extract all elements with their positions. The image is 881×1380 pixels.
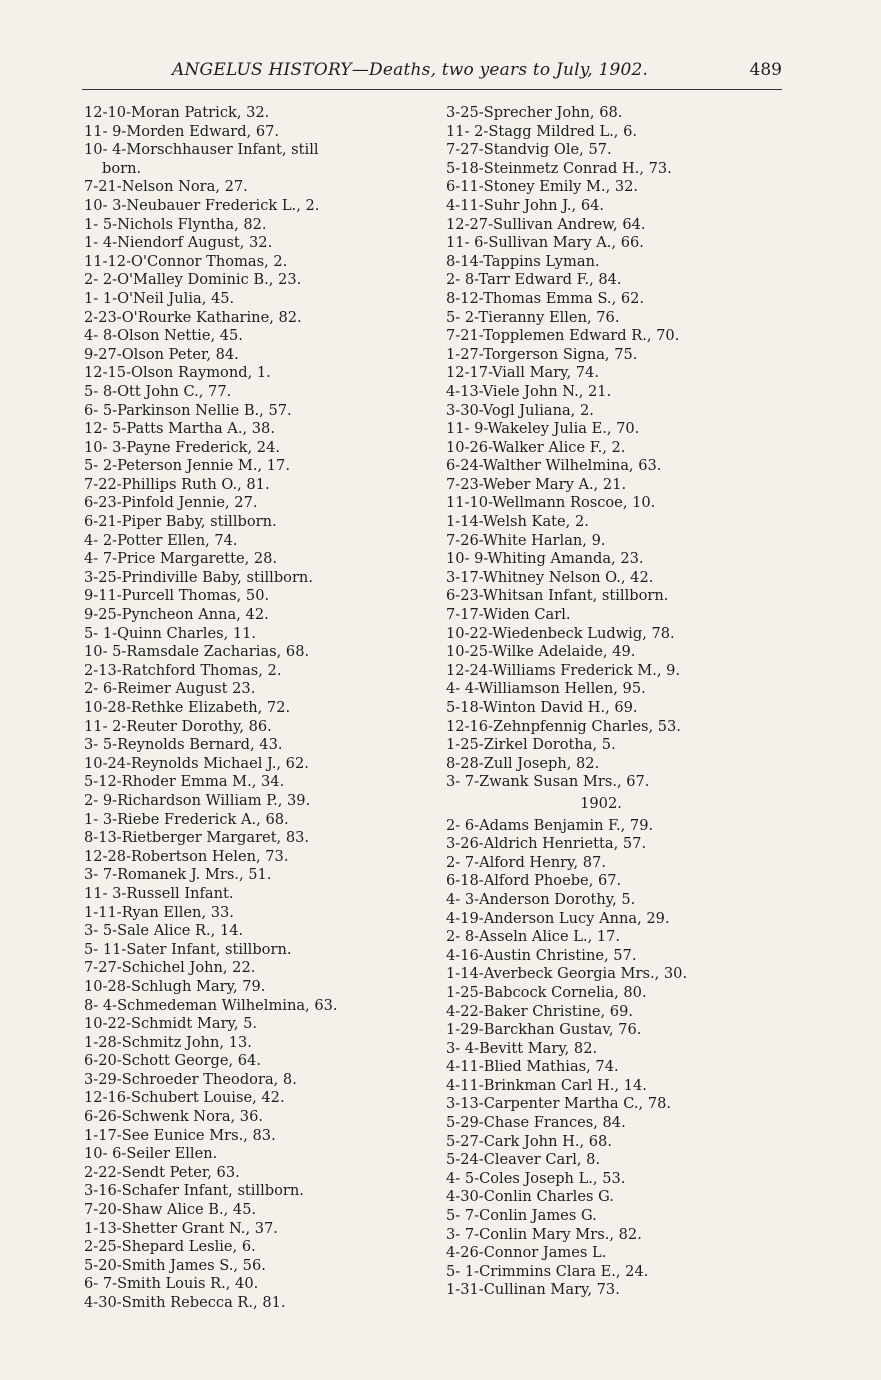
death-entry: 7-20-Shaw Alice B., 45. — [84, 1201, 257, 1219]
death-entry: 7-21-Topplemen Edward R., 70. — [446, 327, 680, 345]
death-entry: 2- 8-Tarr Edward F., 84. — [446, 271, 622, 289]
death-entry: 4-13-Viele John N., 21. — [446, 382, 612, 400]
death-entry: 8-14-Tappins Lyman. — [446, 252, 600, 270]
death-entry: 10-25-Wilke Adelaide, 49. — [446, 643, 636, 661]
death-entry: born. — [102, 159, 142, 177]
death-entry: 5-24-Cleaver Carl, 8. — [446, 1151, 601, 1169]
death-entry: 6-23-Whitsan Infant, stillborn. — [446, 587, 669, 605]
death-entry: 8-13-Rietberger Margaret, 83. — [84, 829, 310, 847]
death-entry: 12-24-Williams Frederick M., 9. — [446, 661, 681, 679]
death-entry: 4- 8-Olson Nettie, 45. — [84, 327, 243, 345]
death-entry: 3- 5-Reynolds Bernard, 43. — [84, 736, 283, 754]
death-entry: 1-25-Zirkel Dorotha, 5. — [446, 736, 616, 754]
death-entry: 2- 7-Alford Henry, 87. — [446, 853, 606, 871]
death-entry: 3- 5-Sale Alice R., 14. — [84, 922, 244, 940]
death-entry: 5- 7-Conlin James G. — [446, 1207, 597, 1225]
death-entry: 1-25-Babcock Cornelia, 80. — [446, 983, 647, 1001]
death-entry: 5- 1-Quinn Charles, 11. — [84, 624, 257, 642]
death-entry: 1- 5-Nichols Flyntha, 82. — [84, 215, 267, 233]
death-entry: 7-21-Nelson Nora, 27. — [84, 178, 248, 196]
death-entry: 2- 6-Reimer August 23. — [84, 680, 256, 698]
death-entry: 10-26-Walker Alice F., 2. — [446, 438, 626, 456]
death-entry: 6-18-Alford Phoebe, 67. — [446, 872, 622, 890]
page-number: 489 — [749, 60, 782, 80]
death-entry: 5- 1-Crimmins Clara E., 24. — [446, 1262, 649, 1280]
death-entry: 1-13-Shetter Grant N., 37. — [84, 1219, 278, 1237]
death-entry: 4-30-Smith Rebecca R., 81. — [84, 1294, 286, 1311]
death-entry: 6-23-Pinfold Jennie, 27. — [84, 494, 258, 512]
death-entry: 8- 4-Schmedeman Wilhelmina, 63. — [84, 996, 338, 1014]
death-entry: 5- 2-Tieranny Ellen, 76. — [446, 308, 620, 326]
death-entry: 3-26-Aldrich Henrietta, 57. — [446, 835, 647, 853]
death-entry: 12-16-Schubert Louise, 42. — [84, 1089, 285, 1107]
header-rule — [82, 89, 782, 90]
death-entry: 12-28-Robertson Helen, 73. — [84, 847, 289, 865]
death-entry: 4- 4-Williamson Hellen, 95. — [446, 680, 646, 698]
death-entry: 4-11-Blied Mathias, 74. — [446, 1058, 619, 1076]
death-entry: 7-17-Widen Carl. — [446, 606, 571, 624]
death-entry: 9-25-Pyncheon Anna, 42. — [84, 606, 269, 624]
death-entry: 10- 4-Morschhauser Infant, still — [84, 141, 319, 159]
running-header — [80, 56, 784, 86]
death-entry: 4-26-Connor James L. — [446, 1244, 607, 1262]
death-entry: 5-12-Rhoder Emma M., 34. — [84, 773, 285, 791]
death-entry: 5-18-Steinmetz Conrad H., 73. — [446, 159, 672, 177]
year-heading: 1902. — [580, 794, 622, 812]
death-entry: 5-20-Smith James S., 56. — [84, 1256, 266, 1274]
death-entry: 1-31-Cullinan Mary, 73. — [446, 1281, 620, 1299]
death-entry: 1-14-Averbeck Georgia Mrs., 30. — [446, 965, 688, 983]
death-entry: 3- 7-Romanek J. Mrs., 51. — [84, 866, 272, 884]
death-entry: 2- 2-O'Malley Dominic B., 23. — [84, 271, 302, 289]
death-entry: 2- 9-Richardson William P., 39. — [84, 791, 311, 809]
death-entry: 4-30-Conlin Charles G. — [446, 1188, 614, 1206]
death-entry: 3-25-Prindiville Baby, stillborn. — [84, 568, 313, 586]
death-entry: 4- 2-Potter Ellen, 74. — [84, 531, 238, 549]
death-entry: 3- 7-Conlin Mary Mrs., 82. — [446, 1225, 642, 1243]
death-entry: 11- 2-Stagg Mildred L., 6. — [446, 122, 637, 140]
death-entry: 7-23-Weber Mary A., 21. — [446, 475, 627, 493]
death-entry: 5- 8-Ott John C., 77. — [84, 382, 232, 400]
death-entry: 11- 3-Russell Infant. — [84, 884, 234, 902]
death-entry: 3- 4-Bevitt Mary, 82. — [446, 1039, 598, 1057]
death-entry: 4-22-Baker Christine, 69. — [446, 1002, 633, 1020]
death-entry: 9-27-Olson Peter, 84. — [84, 345, 239, 363]
death-entry: 7-22-Phillips Ruth O., 81. — [84, 475, 270, 493]
death-entry: 2- 6-Adams Benjamin F., 79. — [446, 816, 654, 834]
death-entry: 3-16-Schafer Infant, stillborn. — [84, 1182, 304, 1200]
death-entry: 8-28-Zull Joseph, 82. — [446, 754, 600, 772]
death-entry: 3-17-Whitney Nelson O., 42. — [446, 568, 654, 586]
death-entry: 10- 6-Seiler Ellen. — [84, 1145, 218, 1163]
death-entry: 6-20-Schott George, 64. — [84, 1052, 261, 1070]
death-entry: 1-27-Torgerson Signa, 75. — [446, 345, 638, 363]
death-entry: 11- 9-Wakeley Julia E., 70. — [446, 420, 640, 438]
death-entry: 12- 5-Patts Martha A., 38. — [84, 420, 275, 438]
death-entry: 3-30-Vogl Juliana, 2. — [446, 401, 594, 419]
death-entry: 5- 11-Sater Infant, stillborn. — [84, 940, 292, 958]
death-entry: 2-13-Ratchford Thomas, 2. — [84, 661, 282, 679]
death-entry: 3- 7-Zwank Susan Mrs., 67. — [446, 773, 650, 791]
death-entry: 11- 2-Reuter Dorothy, 86. — [84, 717, 272, 735]
death-entry: 11-12-O'Connor Thomas, 2. — [84, 252, 288, 270]
death-entry: 3-25-Sprecher John, 68. — [446, 104, 623, 121]
death-entry: 10- 9-Whiting Amanda, 23. — [446, 550, 644, 568]
left-column — [84, 104, 444, 1313]
death-entry: 12-17-Viall Mary, 74. — [446, 364, 599, 382]
death-entry: 2-22-Sendt Peter, 63. — [84, 1163, 240, 1181]
death-entry: 2-23-O'Rourke Katharine, 82. — [84, 308, 302, 326]
death-entry: 12-15-Olson Raymond, 1. — [84, 364, 271, 382]
death-entry: 3-29-Schroeder Theodora, 8. — [84, 1070, 297, 1088]
death-entry: 12-10-Moran Patrick, 32. — [84, 104, 270, 121]
death-entry: 4-11-Brinkman Carl H., 14. — [446, 1076, 647, 1094]
death-entry: 4-16-Austin Christine, 57. — [446, 946, 637, 964]
death-entry: 11-10-Wellmann Roscoe, 10. — [446, 494, 656, 512]
death-entry: 4-11-Suhr John J., 64. — [446, 196, 605, 214]
death-entry: 11- 9-Morden Edward, 67. — [84, 122, 280, 140]
death-entry: 1- 4-Niendorf August, 32. — [84, 234, 273, 252]
death-entry: 6-26-Schwenk Nora, 36. — [84, 1108, 264, 1126]
death-entry: 1-29-Barckhan Gustav, 76. — [446, 1021, 642, 1039]
death-entry: 1-17-See Eunice Mrs., 83. — [84, 1126, 276, 1144]
death-entry: 4-19-Anderson Lucy Anna, 29. — [446, 909, 670, 927]
death-entry: 6-24-Walther Wilhelmina, 63. — [446, 457, 662, 475]
death-entry: 4- 3-Anderson Dorothy, 5. — [446, 890, 636, 908]
right-column-1902-entries — [446, 817, 776, 1300]
death-entry: 10-28-Schlugh Mary, 79. — [84, 977, 266, 995]
death-entry: 1-11-Ryan Ellen, 33. — [84, 903, 234, 921]
death-entry: 12-27-Sullivan Andrew, 64. — [446, 215, 646, 233]
right-column-1901-entries — [446, 104, 776, 792]
death-entry: 9-11-Purcell Thomas, 50. — [84, 587, 270, 605]
death-entry: 10-22-Wiedenbeck Ludwig, 78. — [446, 624, 675, 642]
death-entry: 11- 6-Sullivan Mary A., 66. — [446, 234, 644, 252]
death-entry: 2-25-Shepard Leslie, 6. — [84, 1238, 256, 1256]
death-entry: 7-27-Standvig Ole, 57. — [446, 141, 612, 159]
death-entry: 1-14-Welsh Kate, 2. — [446, 513, 589, 531]
death-entry: 12-16-Zehnpfennig Charles, 53. — [446, 717, 681, 735]
death-entry: 10-22-Schmidt Mary, 5. — [84, 1015, 258, 1033]
death-entry: 1- 3-Riebe Frederick A., 68. — [84, 810, 289, 828]
death-entry: 3-13-Carpenter Martha C., 78. — [446, 1095, 672, 1113]
death-entry: 2- 8-Asseln Alice L., 17. — [446, 928, 621, 946]
right-column — [446, 104, 776, 1300]
death-entry: 5- 2-Peterson Jennie M., 17. — [84, 457, 290, 475]
death-entry: 10- 3-Payne Frederick, 24. — [84, 438, 281, 456]
death-entry: 10-28-Rethke Elizabeth, 72. — [84, 699, 291, 716]
death-entry: 8-12-Thomas Emma S., 62. — [446, 289, 645, 307]
page-title: ANGELUS HISTORY—Deaths, two years to July, 1902. — [172, 60, 649, 80]
death-entry: 7-26-White Harlan, 9. — [446, 531, 606, 549]
death-entry: 5-18-Winton David H., 69. — [446, 699, 638, 716]
death-entry: 4- 5-Coles Joseph L., 53. — [446, 1169, 626, 1187]
death-entry: 10- 3-Neubauer Frederick L., 2. — [84, 196, 320, 214]
death-entry: 5-27-Cark John H., 68. — [446, 1132, 612, 1150]
death-entry: 5-29-Chase Frances, 84. — [446, 1114, 626, 1132]
death-entry: 6- 5-Parkinson Nellie B., 57. — [84, 401, 292, 419]
death-entry: 1- 1-O'Neil Julia, 45. — [84, 289, 235, 307]
death-entry: 4- 7-Price Margarette, 28. — [84, 550, 278, 568]
death-entry: 10-24-Reynolds Michael J., 62. — [84, 754, 309, 772]
death-entry: 7-27-Schichel John, 22. — [84, 959, 256, 977]
death-entry: 6-21-Piper Baby, stillborn. — [84, 513, 277, 531]
death-entry: 10- 5-Ramsdale Zacharias, 68. — [84, 643, 310, 661]
death-entry: 6-11-Stoney Emily M., 32. — [446, 178, 639, 196]
death-entry: 1-28-Schmitz John, 13. — [84, 1033, 252, 1051]
death-entry: 6- 7-Smith Louis R., 40. — [84, 1275, 259, 1293]
